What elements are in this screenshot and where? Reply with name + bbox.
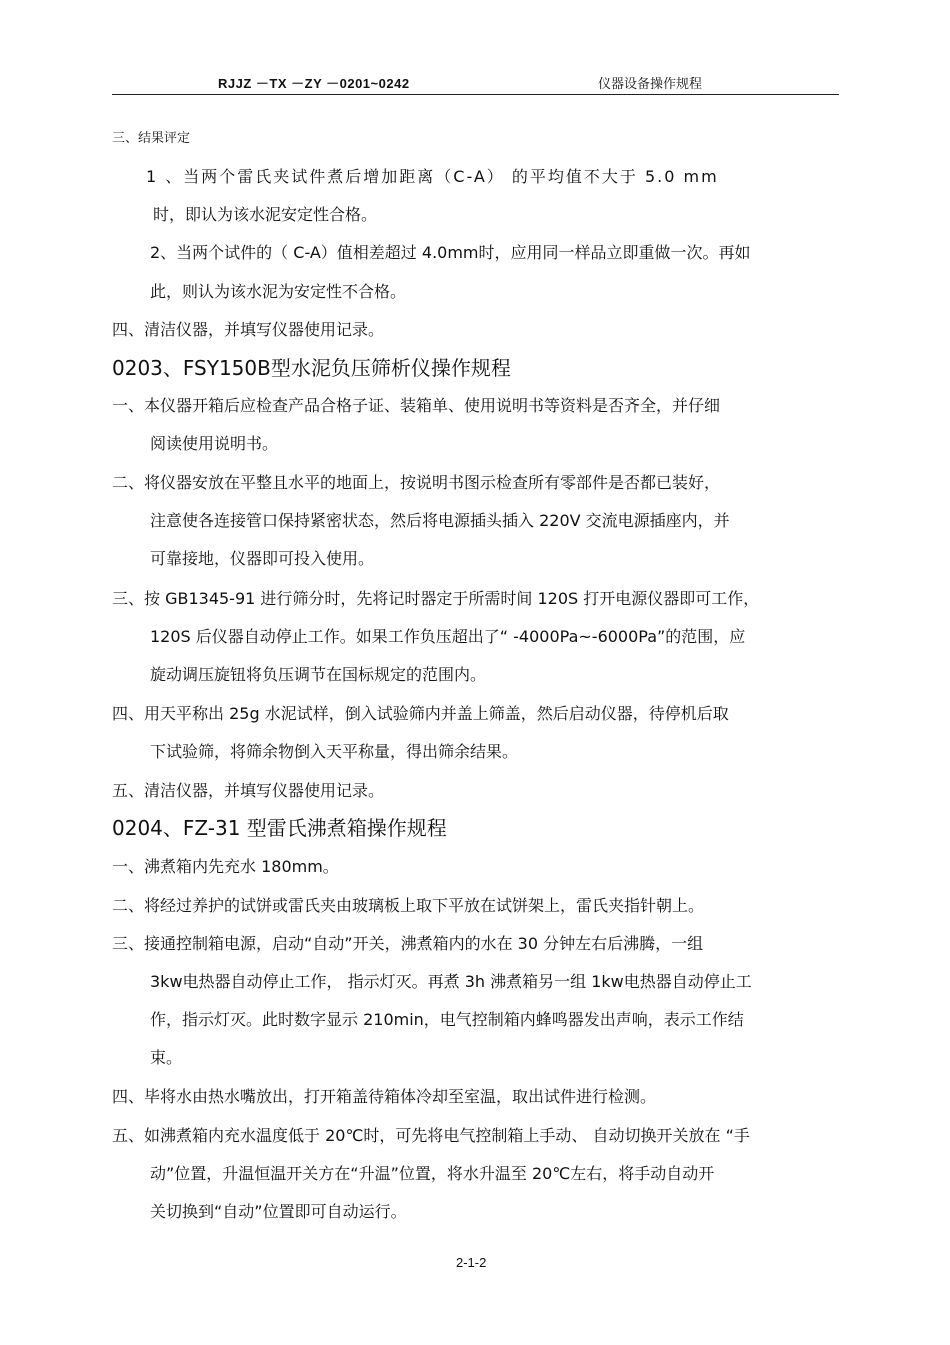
paragraph-line: 五、如沸煮箱内充水温度低于 20℃时，可先将电气控制箱上手动、 自动切换开关放在 “手 [112, 1126, 750, 1145]
page-header [112, 68, 839, 95]
paragraph-line: 阅读使用说明书。 [150, 434, 279, 453]
paragraph-line: 四、清洁仪器，并填写仪器使用记录。 [112, 320, 385, 339]
paragraph-line: 二、将仪器安放在平整且水平的地面上，按说明书图示检查所有零部件是否都已装好， [112, 473, 721, 492]
paragraph-line: 3kw电热器自动停止工作， 指示灯灭。再煮 3h 沸煮箱另一组 1kw电热器自动停止工 [150, 972, 752, 991]
paragraph-line: 四、用天平称出 25g 水泥试样，倒入试验筛内并盖上筛盖，然后启动仪器，待停机后取 [112, 704, 729, 723]
paragraph-line: 三、接通控制箱电源，启动“自动”开关，沸煮箱内的水在 30 分钟左右后沸腾，一组 [112, 934, 704, 953]
paragraph-line: 三、按 GB1345-91 进行筛分时，先将记时器定于所需时间 120S 打开电源仪器即可工作， [112, 589, 760, 608]
paragraph-line: 下试验筛，将筛余物倒入天平称量，得出筛余结果。 [150, 742, 519, 761]
paragraph-line: 束。 [150, 1048, 183, 1067]
paragraph-line: 动”位置，升温恒温开关方在“升温”位置，将水升温至 20℃左右，将手动自动开 [150, 1164, 715, 1183]
paragraph-line: 五、清洁仪器，并填写仪器使用记录。 [112, 781, 385, 800]
document-code: RJJZ －TX －ZY －0201~0242 [218, 76, 410, 91]
paragraph-line: 可靠接地，仪器即可投入使用。 [150, 549, 375, 568]
header-title: 仪器设备操作规程 [598, 77, 703, 92]
paragraph-line: 关切换到“自动”位置即可自动运行。 [150, 1202, 407, 1221]
paragraph-line: 1 、当两个雷氏夹试件煮后增加距离（C-A） 的平均值不大于 5.0 mm [146, 167, 719, 186]
procedure-title: 0204、FZ-31 型雷氏沸煮箱操作规程 [112, 816, 447, 840]
procedure-title: 0203、FSY150B型水泥负压筛析仪操作规程 [112, 356, 511, 380]
paragraph-line: 此，则认为该水泥为安定性不合格。 [150, 282, 407, 301]
paragraph-line: 四、毕将水由热水嘴放出，打开箱盖待箱体冷却至室温，取出试件进行检测。 [112, 1087, 657, 1106]
page-number: 2-1-2 [456, 1255, 487, 1270]
paragraph-line: 120S 后仪器自动停止工作。如果工作负压超出了“ -4000Pa~-6000Pa”的范围，应 [150, 627, 746, 646]
paragraph-line: 注意使各连接管口保持紧密状态，然后将电源插头插入 220V 交流电源插座内，并 [150, 511, 730, 530]
section-heading: 三、结果评定 [112, 131, 191, 146]
paragraph-line: 2、当两个试件的（ C-A）值相差超过 4.0mm时，应用同一样品立即重做一次。再如 [150, 243, 751, 262]
paragraph-line: 一、沸煮箱内先充水 180mm。 [112, 857, 339, 876]
paragraph-line: 时，即认为该水泥安定性合格。 [153, 205, 378, 224]
paragraph-line: 旋动调压旋钮将负压调节在国标规定的范围内。 [150, 665, 487, 684]
paragraph-line: 作，指示灯灭。此时数字显示 210min，电气控制箱内蜂鸣器发出声响，表示工作结 [150, 1010, 744, 1029]
paragraph-line: 一、本仪器开箱后应检查产品合格子证、装箱单、使用说明书等资料是否齐全，并仔细 [112, 396, 721, 415]
paragraph-line: 二、将经过养护的试饼或雷氏夹由玻璃板上取下平放在试饼架上，雷氏夹指针朝上。 [112, 896, 705, 915]
